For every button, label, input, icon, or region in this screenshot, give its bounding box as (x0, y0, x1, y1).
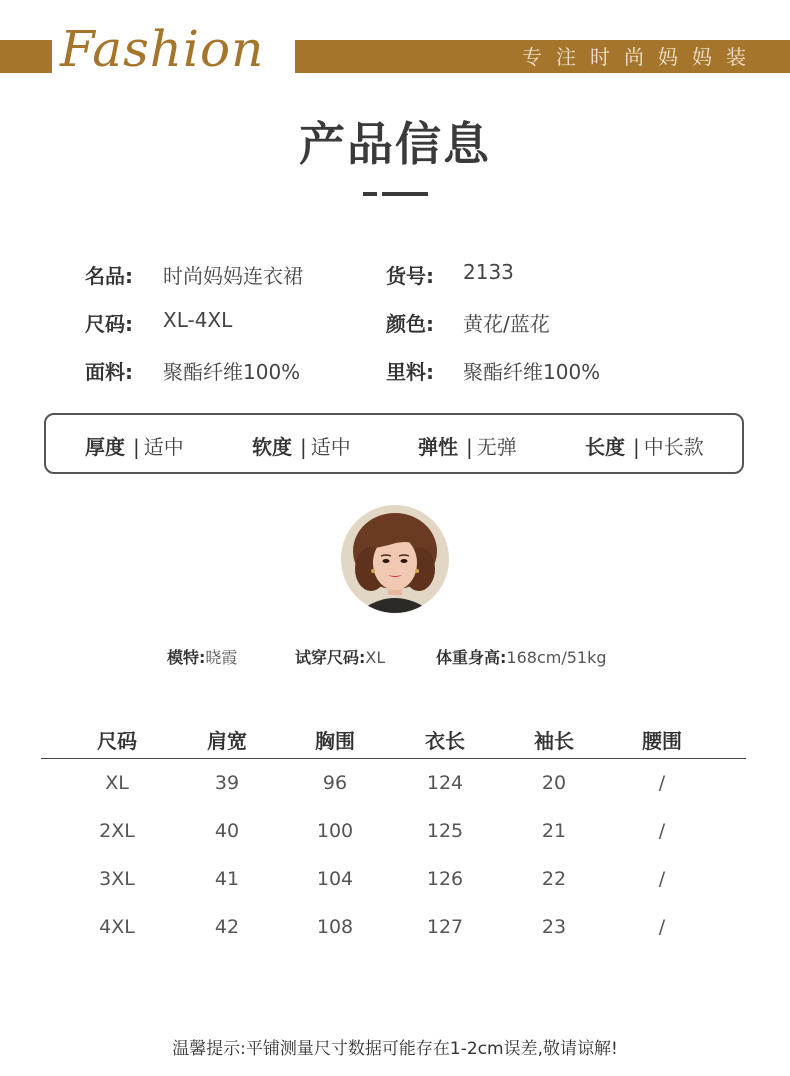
model-label: 体重身高: (436, 648, 507, 667)
title-decoration-long (382, 192, 428, 196)
table-cell: / (658, 916, 666, 938)
property-name: 软度 (252, 435, 292, 459)
model-name (167, 645, 237, 668)
property-name: 弹性 (418, 435, 458, 459)
table-header: 袖长 (534, 729, 574, 753)
model-avatar (341, 505, 449, 613)
property-box (44, 413, 744, 474)
brand-logo: Fashion (60, 20, 265, 78)
property-elasticity (418, 431, 517, 460)
property-value: 适中 (143, 435, 184, 459)
info-label-name: 名品: (85, 264, 133, 288)
table-cell: 126 (426, 868, 464, 890)
model-trial-size (295, 645, 385, 668)
property-value: 适中 (310, 435, 351, 459)
info-row (0, 356, 790, 386)
table-cell: 22 (541, 868, 567, 890)
table-divider (41, 758, 746, 759)
footer-note: 温馨提示:平铺测量尺寸数据可能存在1-2cm误差,敬请谅解! (172, 1039, 618, 1059)
table-cell: 4XL (99, 916, 135, 938)
property-value: 中长款 (643, 435, 704, 459)
table-cell: 41 (214, 868, 240, 890)
model-value: 晓霞 (205, 648, 238, 667)
header-bar-left (0, 40, 52, 73)
table-cell: 104 (316, 868, 354, 890)
info-row (0, 260, 790, 290)
model-label: 试穿尺码: (295, 648, 366, 667)
table-cell: 2XL (99, 820, 135, 842)
table-cell: 3XL (99, 868, 135, 890)
model-label: 模特: (167, 648, 206, 667)
property-separator: | (466, 435, 473, 459)
table-cell: 100 (316, 820, 354, 842)
table-cell: 39 (214, 772, 240, 794)
model-height-weight (436, 645, 607, 668)
table-header: 胸围 (315, 729, 355, 753)
table-cell: 96 (322, 772, 348, 794)
property-value: 无弹 (476, 435, 517, 459)
table-cell: XL (105, 772, 129, 794)
property-name: 长度 (585, 435, 625, 459)
info-label-lining: 里料: (386, 360, 434, 384)
table-cell: 40 (214, 820, 240, 842)
model-value: XL (365, 648, 386, 667)
table-header: 尺码 (97, 729, 137, 753)
property-separator: | (633, 435, 640, 459)
info-value-size: XL-4XL (163, 308, 233, 332)
table-cell: 21 (541, 820, 567, 842)
info-row (0, 308, 790, 338)
model-value: 168cm/51kg (506, 648, 607, 667)
table-header: 衣长 (425, 729, 465, 753)
table-cell: / (658, 820, 666, 842)
table-header: 肩宽 (207, 729, 247, 753)
property-name: 厚度 (85, 435, 125, 459)
property-thickness (85, 431, 184, 460)
model-portrait-icon (341, 505, 449, 613)
property-separator: | (133, 435, 140, 459)
info-label-size: 尺码: (85, 312, 133, 336)
header-slogan: 专注时尚妈妈装 (522, 45, 760, 69)
table-header: 腰围 (642, 729, 682, 753)
info-label-color: 颜色: (386, 312, 434, 336)
table-cell: 42 (214, 916, 240, 938)
table-cell: / (658, 868, 666, 890)
info-value-name: 时尚妈妈连衣裙 (163, 264, 303, 288)
info-label-fabric: 面料: (85, 360, 133, 384)
section-title: 产品信息 (299, 117, 491, 171)
table-cell: 125 (426, 820, 464, 842)
title-decoration-short (363, 192, 377, 196)
info-value-color: 黄花/蓝花 (463, 312, 550, 336)
property-softness (252, 431, 351, 460)
table-cell: / (658, 772, 666, 794)
table-cell: 108 (316, 916, 354, 938)
info-label-item-number: 货号: (386, 264, 434, 288)
property-separator: | (300, 435, 307, 459)
info-value-fabric: 聚酯纤维100% (163, 360, 301, 384)
info-value-item-number: 2133 (463, 260, 514, 284)
table-cell: 20 (541, 772, 567, 794)
info-value-lining: 聚酯纤维100% (463, 360, 601, 384)
property-length (585, 431, 704, 460)
table-cell: 127 (426, 916, 464, 938)
table-cell: 124 (426, 772, 464, 794)
table-cell: 23 (541, 916, 567, 938)
